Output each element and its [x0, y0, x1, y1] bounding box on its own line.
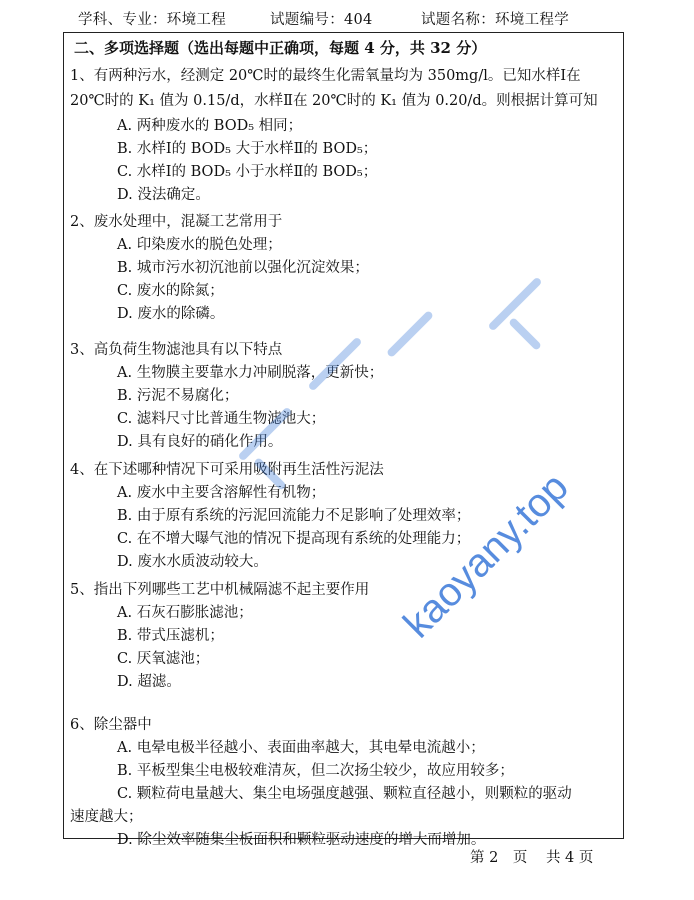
question-5-stem: 5、指出下列哪些工艺中机械隔滤不起主要作用 — [70, 582, 370, 598]
question-frame — [63, 32, 624, 848]
question-1-stem-line-2: 20℃时的 K₁ 值为 0.15/d，水样Ⅱ在 20℃时的 K₁ 值为 0.20/d。则根据计算可知 — [70, 93, 598, 109]
question-4-option-a: A. 废水中主要含溶解性有机物； — [117, 485, 326, 501]
question-5-option-d: D. 超滤。 — [117, 674, 181, 690]
exam-code: 试题编号：404 — [270, 12, 373, 28]
question-4-option-b: B. 由于原有系统的污泥回流能力不足影响了处理效率； — [117, 508, 471, 524]
question-1-stem-line-1: 1、有两种污水，经测定 20℃时的最终生化需氧量均为 350mg/l。已知水样Ⅰ在 — [70, 68, 581, 84]
section-title: 二、多项选择题（选出每题中正确项，每题 4 分，共 32 分） — [74, 39, 487, 57]
question-1-option-c: C. 水样Ⅰ的 BOD₅ 小于水样Ⅱ的 BOD₅； — [117, 164, 378, 180]
question-3-stem: 3、高负荷生物滤池具有以下特点 — [70, 342, 283, 358]
question-3-option-a: A. 生物膜主要靠水力冲刷脱落，更新快； — [117, 365, 384, 381]
question-3-option-d: D. 具有良好的硝化作用。 — [117, 434, 283, 450]
page-total: 共 4 页 — [545, 850, 594, 866]
question-1-option-a: A. 两种废水的 BOD₅ 相同； — [117, 118, 303, 134]
question-4-option-c: C. 在不增大曝气池的情况下提高现有系统的处理能力； — [117, 531, 471, 547]
question-6-option-c-continuation: 速度越大； — [70, 809, 143, 825]
question-5-option-c: C. 厌氧滤池； — [117, 651, 210, 667]
exam-name: 试题名称：环境工程学 — [421, 12, 569, 28]
question-3-option-b: B. 污泥不易腐化； — [117, 388, 239, 404]
question-5-option-a: A. 石灰石膨胀滤池； — [117, 605, 253, 621]
question-1-option-b: B. 水样Ⅰ的 BOD₅ 大于水样Ⅱ的 BOD₅； — [117, 141, 378, 157]
question-5-option-b: B. 带式压滤机； — [117, 628, 224, 644]
question-6-option-d: D. 除尘效率随集尘板面积和颗粒驱动速度的增大而增加。 — [117, 832, 486, 848]
question-6-option-c: C. 颗粒荷电量越大、集尘电场强度越强、颗粒直径越小，则颗粒的驱动 — [117, 786, 572, 802]
watermark-text: kaoyany.top — [395, 464, 577, 647]
question-3-option-c: C. 滤料尺寸比普通生物滤池大； — [117, 411, 326, 427]
question-6-option-b: B. 平板型集尘电极较难清灰，但二次扬尘较少，故应用较多； — [117, 763, 514, 779]
question-2-option-d: D. 废水的除磷。 — [117, 306, 225, 322]
question-2-option-a: A. 印染废水的脱色处理； — [117, 237, 282, 253]
page-footer — [470, 846, 607, 867]
question-2-stem: 2、废水处理中，混凝工艺常用于 — [70, 214, 283, 230]
exam-header — [78, 8, 638, 32]
question-1-option-d: D. 没法确定。 — [117, 187, 210, 203]
question-6-option-a: A. 电晕电极半径越小、表面曲率越大，其电晕电流越小； — [117, 740, 485, 756]
subject-label: 学科、专业：环境工程 — [78, 12, 226, 28]
page-number: 第 2 页 — [470, 850, 528, 866]
question-6-stem: 6、除尘器中 — [70, 717, 152, 733]
question-2-option-c: C. 废水的除氮； — [117, 283, 224, 299]
question-4-stem: 4、在下述哪种情况下可采用吸附再生活性污泥法 — [70, 462, 384, 478]
question-4-option-d: D. 废水水质波动较大。 — [117, 554, 268, 570]
question-2-option-b: B. 城市污水初沉池前以强化沉淀效果； — [117, 260, 369, 276]
